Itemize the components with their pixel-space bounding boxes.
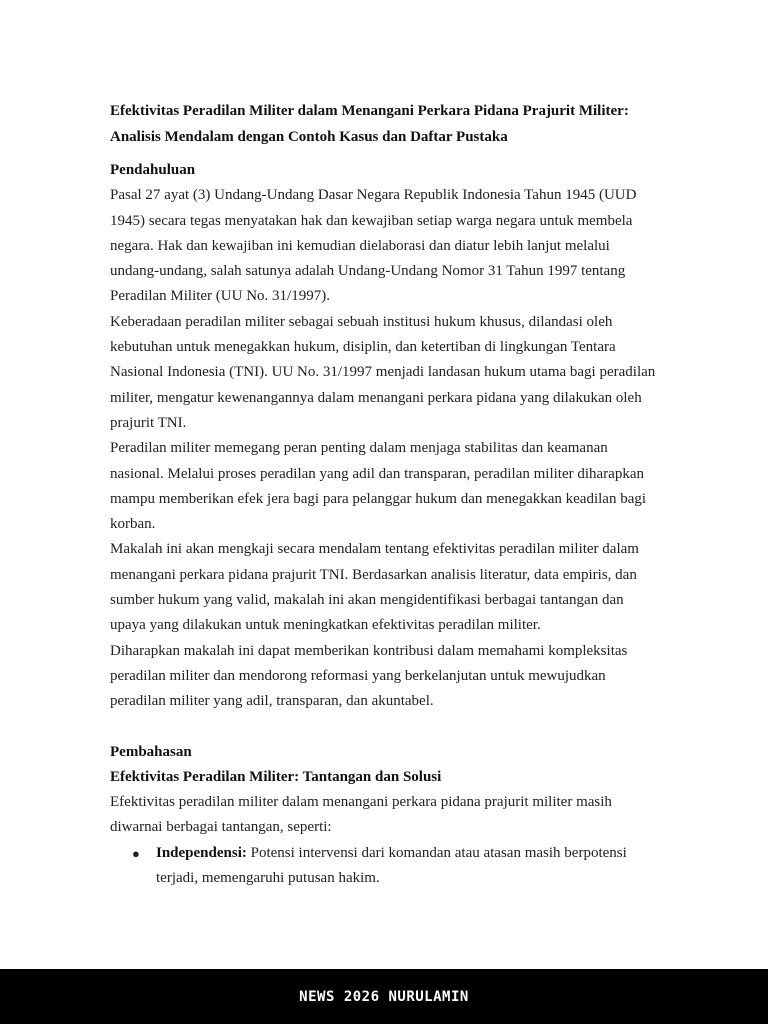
discussion-heading: Pembahasan [110,743,192,760]
intro-paragraph: Peradilan militer memegang peran penting dalam menjaga stabilitas dan keamanan nasional. Melalui proses peradilan yang adil dan transparan, peradilan militer diharapkan mampu memberikan efek jera bagi para pelanggar hukum dan menegakkan keadilan bagi korban. [110,440,647,533]
intro-paragraph: Diharapkan makalah ini dapat memberikan kontribusi dalam memahami kompleksitas peradilan militer dan mendorong reformasi yang berkelanjutan untuk mewujudkan peradilan militer yang adil, transparan, dan akuntabel. [110,642,628,710]
intro-paragraph: Makalah ini akan mengkaji secara mendalam tentang efektivitas peradilan militer dalam menangani perkara pidana prajurit TNI. Berdasarkan analisis literatur, data empiris, dan sumber hukum yang valid, makalah ini akan mengidentifikasi berbagai tantangan dan upaya yang dilakukan untuk meningkatkan efektivitas peradilan militer. [110,541,639,634]
challenge-list [110,841,662,892]
discussion-paragraph: Efektivitas peradilan militer dalam menangani perkara pidana prajurit militer masih diwarnai berbagai tantangan, seperti: [110,794,612,836]
intro-paragraph: Pasal 27 ayat (3) Undang-Undang Dasar Negara Republik Indonesia Tahun 1945 (UUD 1945) secara tegas menyatakan hak dan kewajiban setiap warga negara untuk membela negara. Hak dan kewajiban ini kemudian dielaborasi dan diatur lebih lanjut melalui undang-undang, salah satunya adalah Undang-Undang Nomor 31 Tahun 1997 tentang Peradilan Militer (UU No. 31/1997). [110,187,637,305]
bullet-text: Potensi intervensi dari komandan atau atasan masih berpotensi terjadi, memengaruhi putusan hakim. [156,844,627,887]
bullet-icon: ● [132,845,140,861]
footer-watermark: NEWS 2026 NURULAMIN [299,988,469,1005]
article-title [110,98,662,150]
discussion-subheading: Efektivitas Peradilan Militer: Tantangan dan Solusi [110,768,442,785]
article-title-line-2: Analisis Mendalam dengan Contoh Kasus dan Daftar Pustaka [110,129,508,145]
intro-paragraph: Keberadaan peradilan militer sebagai sebuah institusi hukum khusus, dilandasi oleh kebutuhan untuk menegakkan hukum, disiplin, dan ketertiban di lingkungan Tentara Nasional Indonesia (TNI). UU No. 31/1997 menjadi landasan hukum utama bagi peradilan militer, mengatur kewenangannya dalam menangani perkara pidana yang dilakukan oleh prajurit TNI. [110,313,656,431]
list-item [110,841,662,892]
article-body [110,98,662,891]
intro-heading: Pendahuluan [110,162,196,178]
footer-bar [0,969,768,1024]
article-title-line-1: Efektivitas Peradilan Militer dalam Menangani Perkara Pidana Prajurit Militer: [110,103,629,119]
section-spacer [110,715,662,740]
bullet-term: Independensi: [156,844,247,861]
